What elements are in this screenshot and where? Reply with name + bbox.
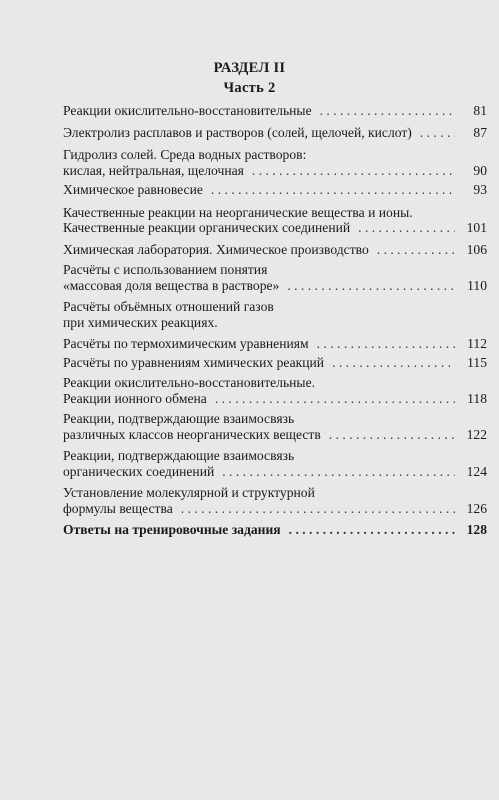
toc-entry-line: [63, 375, 487, 391]
toc-entry-title: кислая, нейтральная, щелочная: [63, 162, 244, 178]
toc-entry-line: [63, 315, 487, 331]
toc-page-number: 126: [466, 500, 487, 516]
leader-dots: [358, 220, 455, 236]
toc-entry-title: Расчёты с использованием понятия: [63, 262, 268, 277]
toc-entry-line: [63, 485, 487, 501]
toc-entry-line: [63, 522, 487, 538]
toc-page-number: 112: [467, 336, 487, 351]
toc-entry-title: Качественные реакции на неорганические вещества и ионы.: [63, 204, 413, 220]
toc-entry-line: [63, 464, 487, 480]
toc-entry-line: [63, 448, 487, 464]
toc-page-number: 90: [473, 162, 487, 178]
leader-dots: [215, 391, 455, 407]
leader-dots: [420, 125, 455, 141]
toc-page-number: 128: [466, 522, 487, 537]
toc-entry-title: различных классов неорганических веществ: [63, 426, 321, 442]
toc-entry-title: Электролиз расплавов и растворов (солей, щелочей, кислот): [63, 124, 412, 140]
leader-dots: [320, 103, 455, 119]
toc-entry: [63, 522, 487, 538]
toc-entry-title: при химических реакциях.: [63, 314, 218, 330]
toc-entry-line: [63, 103, 487, 119]
toc-entry-title: «массовая доля вещества в растворе»: [63, 277, 280, 293]
toc-entry: [63, 147, 487, 178]
toc-entry-line: [63, 147, 487, 163]
toc-entry: [63, 336, 487, 352]
leader-dots: [317, 336, 455, 352]
toc-entry-title: Химическая лаборатория. Химическое производство: [63, 241, 369, 257]
toc-entry: [63, 411, 487, 442]
toc-entry-title: Расчёты по термохимическим уравнениям: [63, 336, 309, 351]
toc-entry-line: [63, 220, 487, 236]
toc-entry-title: Реакции ионного обмена: [63, 390, 207, 406]
toc-entry-line: [63, 182, 487, 198]
toc-page-number: 93: [473, 182, 487, 197]
toc-entry: [63, 448, 487, 479]
toc-entry-title: Реакции, подтверждающие взаимосвязь: [63, 411, 295, 426]
toc-entry: [63, 182, 487, 198]
leader-dots: [181, 501, 455, 517]
toc-entry-title: Расчёты объёмных отношений газов: [63, 299, 274, 314]
toc-entry-title: Расчёты по уравнениям химических реакций: [63, 354, 325, 370]
toc-entry: [63, 375, 487, 406]
leader-dots: [211, 182, 455, 198]
leader-dots: [252, 163, 455, 179]
toc-entry-title: Реакции окислительно-восстановительные: [63, 103, 312, 118]
toc-entry-title: Качественные реакции органических соединений: [63, 220, 351, 235]
toc-entry-line: [63, 501, 487, 517]
toc-entry-line: [63, 299, 487, 315]
toc-page-number: 124: [466, 463, 487, 479]
leader-dots: [289, 522, 455, 538]
toc-entry-title: органических соединений: [63, 463, 215, 479]
toc-entry-line: [63, 242, 487, 258]
toc-page-number: 81: [473, 103, 487, 118]
toc-entry: [63, 299, 487, 330]
toc-entry-title: Ответы на тренировочные задания: [63, 522, 281, 537]
toc-entry-line: [63, 205, 487, 221]
toc-page-number: 115: [467, 354, 487, 370]
toc-entry-title: Реакции окислительно-восстановительные.: [63, 375, 315, 390]
table-of-contents: [63, 103, 487, 544]
toc-entry-title: Установление молекулярной и структурной: [63, 485, 315, 500]
toc-page-number: 87: [473, 124, 487, 140]
toc-entry: [63, 205, 487, 236]
toc-entry: [63, 103, 487, 119]
section-heading: РАЗДЕЛ II: [213, 60, 286, 76]
toc-entry: [63, 125, 487, 141]
leader-dots: [287, 278, 455, 294]
toc-entry-line: [63, 163, 487, 179]
toc-entry-line: [63, 427, 487, 443]
toc-entry-title: Химическое равновесие: [63, 182, 203, 197]
toc-entry-title: Гидролиз солей. Среда водных растворов:: [63, 147, 307, 162]
toc-page-number: 101: [466, 220, 487, 235]
toc-entry: [63, 262, 487, 293]
toc-entry: [63, 485, 487, 516]
leader-dots: [222, 464, 455, 480]
toc-page-number: 118: [467, 390, 487, 406]
toc-entry-title: формулы вещества: [63, 500, 173, 516]
toc-entry-line: [63, 125, 487, 141]
toc-entry-title: Реакции, подтверждающие взаимосвязь: [63, 448, 295, 463]
toc-entry-line: [63, 355, 487, 371]
part-heading: Часть 2: [223, 80, 276, 96]
toc-entry-line: [63, 336, 487, 352]
toc-entry: [63, 242, 487, 258]
leader-dots: [377, 242, 455, 258]
toc-entry-line: [63, 262, 487, 278]
toc-entry-line: [63, 411, 487, 427]
toc-entry-line: [63, 278, 487, 294]
toc-page-number: 106: [466, 241, 487, 257]
toc-page-number: 122: [466, 426, 487, 442]
leader-dots: [329, 427, 455, 443]
toc-entry-line: [63, 391, 487, 407]
toc-page-number: 110: [467, 277, 487, 293]
toc-entry: [63, 355, 487, 371]
leader-dots: [332, 355, 455, 371]
